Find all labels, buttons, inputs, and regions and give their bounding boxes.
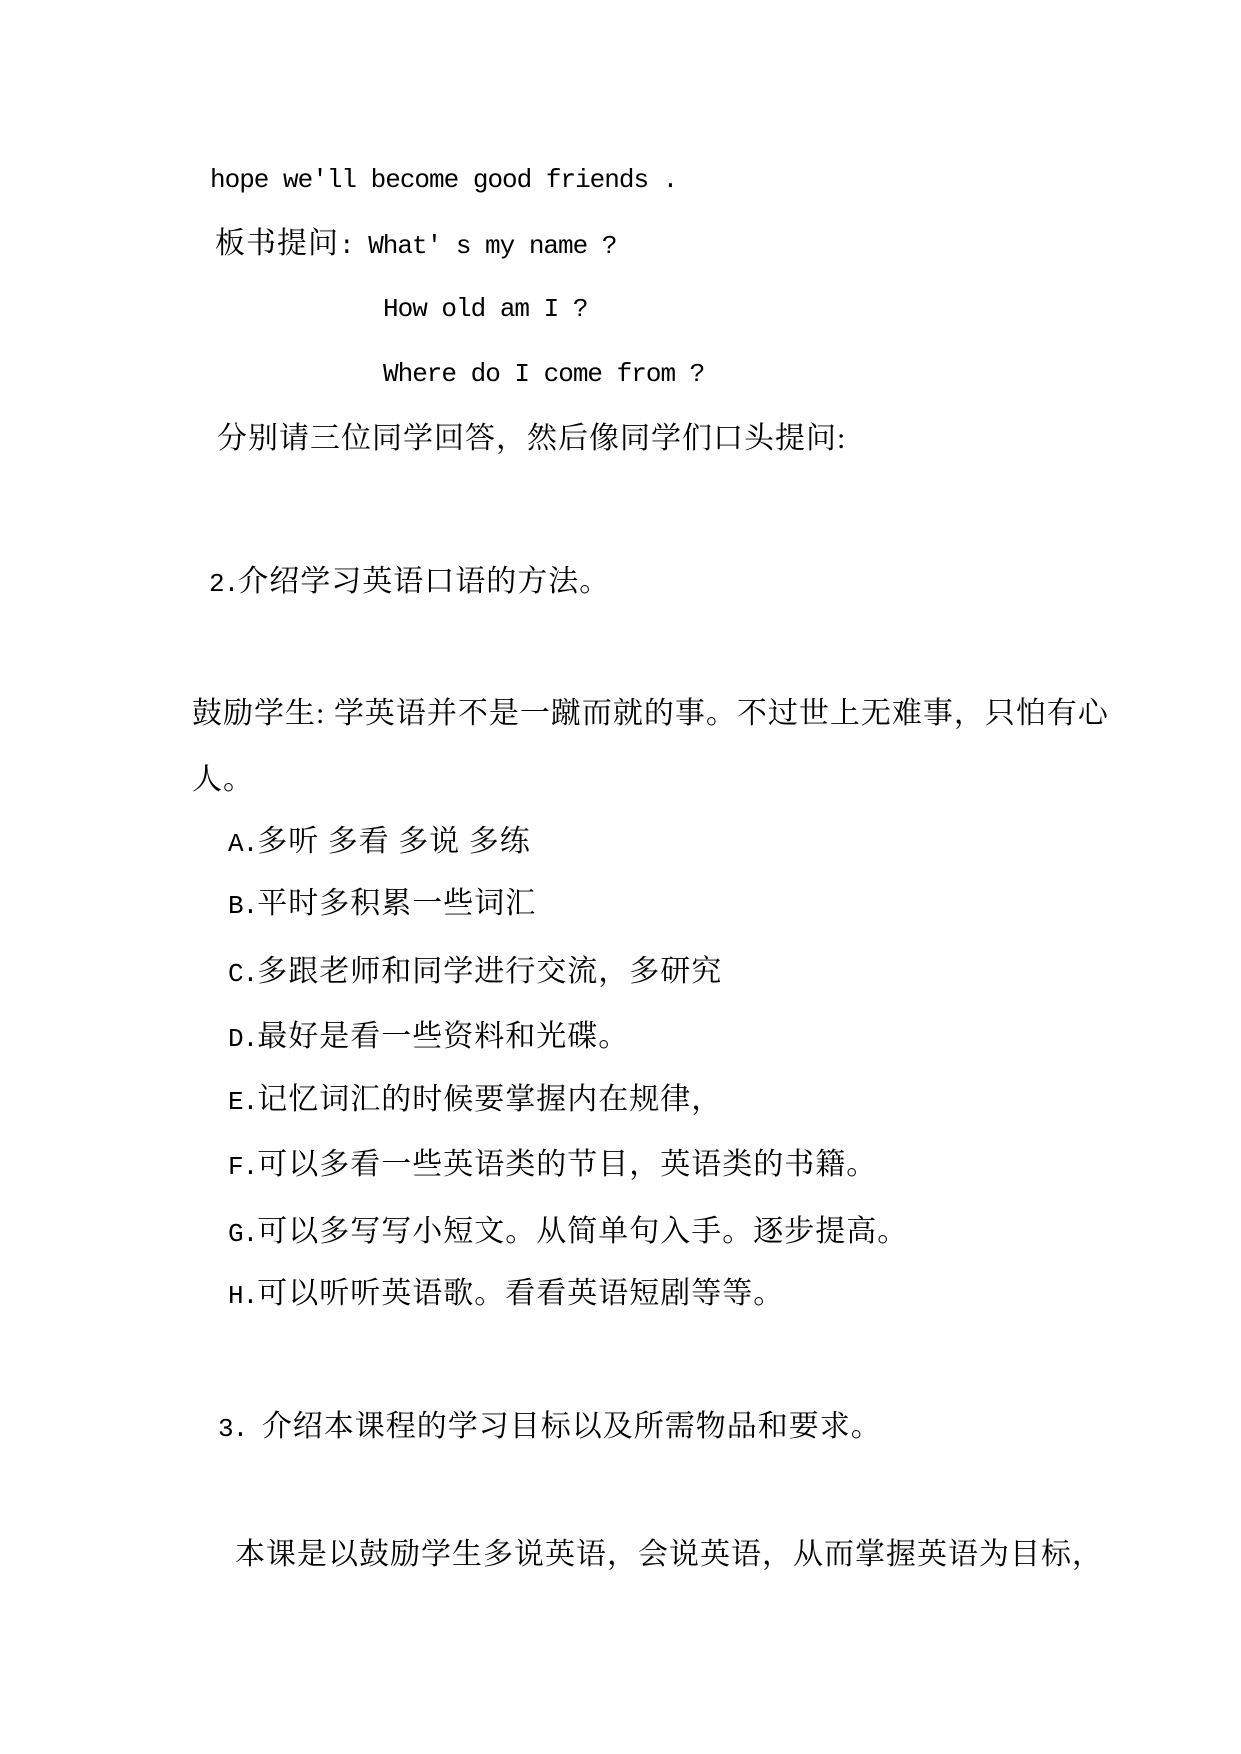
method-g (228, 1214, 908, 1255)
method-f (228, 1147, 877, 1188)
where-from-question (383, 356, 704, 395)
method-f-english-text: F. (228, 1152, 258, 1182)
method-e-chinese-text: 记忆词汇的时候要掌握内在规律， (257, 1083, 723, 1116)
method-b-english-text: B. (228, 891, 258, 921)
method-a (228, 824, 531, 865)
method-h-english-text: H. (228, 1281, 258, 1311)
method-f-chinese-text: 可以多看一些英语类的节目，英语类的书籍。 (257, 1148, 878, 1181)
item-3-course-goals-english-text: 3. (218, 1414, 262, 1444)
method-c (228, 954, 722, 995)
method-d (228, 1019, 629, 1060)
how-old-question (383, 291, 587, 330)
method-h-chinese-text: 可以听听英语歌。看看英语短剧等等。 (257, 1277, 785, 1310)
en-hope-friends-english-text: hope we'll become good friends . (210, 165, 678, 195)
method-a-chinese-text: 多听 多看 多说 多练 (257, 825, 531, 858)
method-b-chinese-text: 平时多积累一些词汇 (257, 887, 537, 920)
encourage-students-line-1 (192, 696, 1109, 737)
method-h (228, 1276, 784, 1317)
method-a-english-text: A. (228, 829, 258, 859)
method-g-chinese-text: 可以多写写小短文。从简单句入手。逐步提高。 (257, 1215, 909, 1248)
method-e-english-text: E. (228, 1087, 258, 1117)
banshu-what-name-chinese-text: 板书提问 (215, 227, 339, 260)
encourage-students-line-2 (192, 762, 254, 803)
item-2-speaking-methods-chinese-text: 介绍学习英语口语的方法。 (238, 565, 611, 598)
how-old-question-english-text: How old am I ? (383, 294, 588, 324)
method-d-english-text: D. (228, 1024, 258, 1054)
ask-three-students-chinese-text: 分别请三位同学回答，然后像同学们口头提问: (217, 422, 847, 455)
method-b (228, 886, 536, 927)
method-e (228, 1082, 722, 1123)
method-c-chinese-text: 多跟老师和同学进行交流，多研究 (257, 955, 723, 988)
method-d-chinese-text: 最好是看一些资料和光碟。 (257, 1020, 630, 1053)
course-goal-statement (235, 1537, 1103, 1578)
course-goal-statement-chinese-text: 本课是以鼓励学生多说英语，会说英语，从而掌握英语为目标， (235, 1538, 1103, 1571)
method-c-english-text: C. (228, 959, 258, 989)
item-2-speaking-methods (209, 564, 610, 605)
item-3-course-goals-chinese-text: 介绍本课程的学习目标以及所需物品和要求。 (261, 1410, 882, 1443)
banshu-what-name (215, 226, 616, 267)
encourage-students-line-1-chinese-text: 鼓励学生: 学英语并不是一蹴而就的事。不过世上无难事，只怕有心 (192, 697, 1109, 730)
encourage-students-line-2-chinese-text: 人。 (192, 763, 254, 796)
ask-three-students (217, 421, 846, 462)
item-2-speaking-methods-english-text: 2. (209, 569, 239, 599)
item-3-course-goals (218, 1409, 882, 1450)
en-hope-friends (210, 162, 677, 201)
method-g-english-text: G. (228, 1219, 258, 1249)
where-from-question-english-text: Where do I come from ? (383, 359, 705, 389)
banshu-what-name-english-text: : What' s my name ? (339, 231, 617, 261)
